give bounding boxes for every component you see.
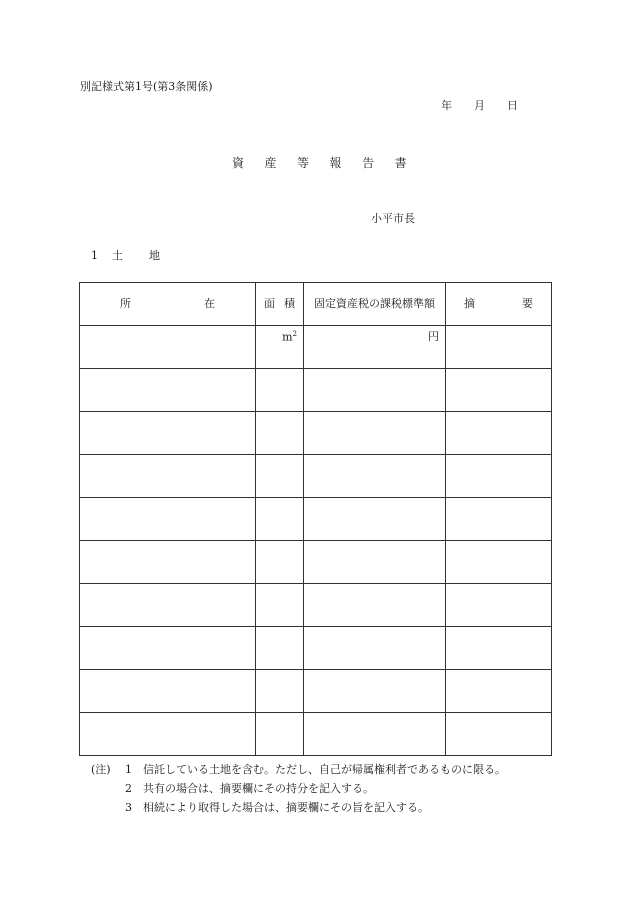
- cell-area[interactable]: [256, 369, 304, 412]
- cell-remarks[interactable]: [446, 670, 552, 713]
- form-label: 別記様式第1号(第3条関係): [80, 80, 213, 93]
- title-char: 書: [394, 156, 408, 170]
- cell-location[interactable]: [80, 713, 256, 756]
- table-row: [80, 713, 552, 756]
- cell-area[interactable]: [256, 326, 304, 369]
- cell-area[interactable]: [256, 584, 304, 627]
- note-number: 2: [125, 782, 132, 795]
- notes-section: [91, 760, 506, 817]
- date-year-label: 年: [441, 99, 452, 112]
- header-remarks: 摘 要: [446, 283, 552, 326]
- cell-tax-value[interactable]: [304, 369, 446, 412]
- note-item: [91, 760, 506, 779]
- header-location: 所 在: [80, 283, 256, 326]
- table-header-row: [80, 283, 552, 326]
- section-name-b: 地: [149, 249, 160, 262]
- cell-remarks[interactable]: [446, 713, 552, 756]
- table-row: [80, 541, 552, 584]
- cell-tax-value[interactable]: [304, 412, 446, 455]
- cell-remarks[interactable]: [446, 627, 552, 670]
- date-day-label: 日: [507, 99, 518, 112]
- notes-prefix: (注): [91, 763, 111, 776]
- table-row: [80, 326, 552, 369]
- cell-tax-value[interactable]: [304, 713, 446, 756]
- table-row: [80, 412, 552, 455]
- table-row: [80, 455, 552, 498]
- note-text: 信託している土地を含む。ただし、自己が帰属権利者であるものに限る。: [143, 763, 506, 776]
- area-unit: $m^2$: [282, 330, 297, 344]
- table-row: [80, 369, 552, 412]
- cell-remarks[interactable]: [446, 541, 552, 584]
- cell-area[interactable]: [256, 412, 304, 455]
- cell-area[interactable]: [256, 713, 304, 756]
- cell-remarks[interactable]: [446, 498, 552, 541]
- cell-tax-value[interactable]: [304, 326, 446, 369]
- cell-tax-value[interactable]: [304, 584, 446, 627]
- note-number: 3: [125, 801, 132, 814]
- cell-location[interactable]: [80, 627, 256, 670]
- title-char: 等: [297, 156, 310, 170]
- note-number: 1: [125, 763, 132, 776]
- cell-location[interactable]: [80, 498, 256, 541]
- cell-remarks[interactable]: [446, 584, 552, 627]
- header-tax-value: 固定資産税の課税標準額: [304, 283, 446, 326]
- asset-report-table: [79, 282, 552, 756]
- table-row: [80, 627, 552, 670]
- cell-location[interactable]: [80, 369, 256, 412]
- addressee: 小平市長: [371, 212, 415, 225]
- cell-tax-value[interactable]: [304, 541, 446, 584]
- table-row: [80, 584, 552, 627]
- cell-tax-value[interactable]: [304, 670, 446, 713]
- cell-remarks[interactable]: [446, 412, 552, 455]
- cell-location[interactable]: [80, 455, 256, 498]
- header-area: 面 積: [256, 283, 304, 326]
- cell-location[interactable]: [80, 326, 256, 369]
- section-number: 1: [91, 249, 98, 262]
- cell-remarks[interactable]: [446, 326, 552, 369]
- cell-location[interactable]: [80, 412, 256, 455]
- cell-tax-value[interactable]: [304, 498, 446, 541]
- note-text: 共有の場合は、摘要欄にその持分を記入する。: [143, 782, 374, 795]
- title-char: 産: [264, 156, 278, 170]
- title-char: 報: [329, 156, 343, 170]
- note-item: [91, 779, 506, 798]
- cell-location[interactable]: [80, 584, 256, 627]
- date-month-label: 月: [474, 99, 485, 112]
- table-row: [80, 498, 552, 541]
- cell-area[interactable]: [256, 670, 304, 713]
- tax-unit: 円: [428, 330, 439, 343]
- title-char: 資: [232, 156, 245, 170]
- note-text: 相続により取得した場合は、摘要欄にその旨を記入する。: [143, 801, 429, 814]
- section-name-a: 土: [112, 249, 123, 262]
- title-char: 告: [362, 156, 375, 170]
- cell-location[interactable]: [80, 541, 256, 584]
- date-line: [441, 99, 518, 112]
- cell-location[interactable]: [80, 670, 256, 713]
- cell-area[interactable]: [256, 455, 304, 498]
- cell-area[interactable]: [256, 627, 304, 670]
- cell-remarks[interactable]: [446, 455, 552, 498]
- table-row: [80, 670, 552, 713]
- cell-tax-value[interactable]: [304, 455, 446, 498]
- cell-remarks[interactable]: [446, 369, 552, 412]
- cell-area[interactable]: [256, 541, 304, 584]
- section-heading: [91, 249, 160, 262]
- cell-tax-value[interactable]: [304, 627, 446, 670]
- cell-area[interactable]: [256, 498, 304, 541]
- note-item: [91, 798, 506, 817]
- document-title: [232, 156, 427, 170]
